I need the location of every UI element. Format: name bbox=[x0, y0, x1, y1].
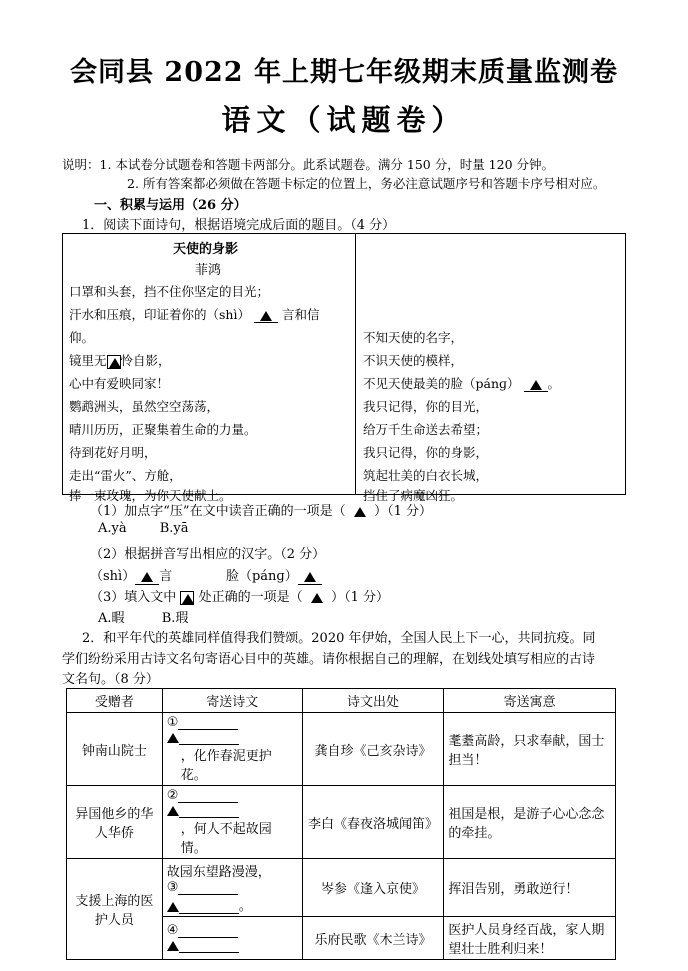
poem-cell: ② ，何人不起故园情。 bbox=[162, 786, 302, 859]
poem-right-line: 筑起壮美的白衣长城， bbox=[363, 468, 489, 483]
triangle-icon bbox=[167, 733, 179, 743]
question-2-line-3: 文名句。（8 分） bbox=[62, 672, 159, 687]
poem-left-line: 口罩和头套，挡不住你坚定的目光； bbox=[69, 284, 270, 299]
poem-title: 天使的身影 bbox=[173, 242, 239, 257]
triangle-icon bbox=[141, 572, 153, 582]
question-2-line-1: 2．和平年代的英雄同样值得我们赞颂。2020 年伊始，全国人民上下一心，共同抗疫。同 bbox=[82, 631, 596, 646]
subq-1: （1）加点字“压”在文中读音正确的一项是（ ）（1 分） bbox=[90, 504, 433, 519]
triangle-icon bbox=[530, 380, 542, 390]
poem-left-line: 心中有爱映同家！ bbox=[69, 376, 170, 391]
table-header: 寄送诗文 bbox=[162, 689, 302, 713]
table-row bbox=[67, 786, 616, 859]
recipient-cell: 支援上海的医护人员 bbox=[67, 859, 163, 960]
source-cell: 乐府民歌《木兰诗》 bbox=[302, 917, 444, 960]
table-row bbox=[67, 859, 616, 917]
blank-marker bbox=[254, 307, 278, 323]
poem-cell: ① ，化作春泥更护花。 bbox=[162, 713, 302, 786]
subq-3-options: A.暇 B.瑕 bbox=[98, 611, 189, 626]
poem-cell: ④ bbox=[162, 917, 302, 960]
triangle-icon bbox=[311, 593, 323, 603]
recipient-cell: 钟南山院士 bbox=[67, 713, 163, 786]
source-cell: 龚自珍《己亥杂诗》 bbox=[302, 713, 444, 786]
subq-3: （3）填入文中 处正确的一项是（ ）（1 分） bbox=[90, 590, 390, 605]
section-heading: 一、积累与运用（26 分） bbox=[94, 198, 247, 213]
poem-table bbox=[66, 688, 616, 960]
triangle-icon bbox=[167, 902, 179, 912]
poem-right-line: 不知天使的名字， bbox=[363, 330, 464, 345]
instruction-line-1: 说明：1. 本试卷分试题卷和答题卡两部分。此系试题卷。满分 150 分，时量 120 分钟。 bbox=[62, 157, 555, 172]
instruction-line-2: 2. 所有答案都必须做在答题卡标定的位置上，务必注意试题序号和答题卡序号相对应。 bbox=[127, 176, 606, 191]
poem-right-line: 挡住了病魔凶狂。 bbox=[363, 488, 464, 503]
poem-right-line: 给万千生命送去希望； bbox=[363, 422, 489, 437]
table-header-row bbox=[67, 689, 616, 713]
recipient-cell: 异国他乡的华人华侨 bbox=[67, 786, 163, 859]
poem-cell: 故园东望路漫漫， ③ 。 bbox=[162, 859, 302, 917]
poem-left-line: 走出“雷火”、方舱， bbox=[69, 468, 182, 483]
table-row bbox=[67, 713, 616, 786]
poem-right-line: 不见天使最美的脸（pánɡ） 。 bbox=[363, 376, 561, 391]
table-header: 受赠者 bbox=[67, 689, 163, 713]
triangle-icon bbox=[167, 806, 179, 816]
poem-box bbox=[62, 233, 626, 503]
meaning-cell: 医护人员身经百战，家人期望壮士胜利归来！ bbox=[444, 917, 616, 960]
exam-title: 会同县 2022 年上期七年级期末质量监测卷 bbox=[70, 57, 618, 88]
poem-left-line: 仰。 bbox=[69, 330, 95, 345]
boxed-triangle-icon bbox=[107, 355, 121, 369]
meaning-cell: 耄耋高龄，只求奉献，国士担当！ bbox=[444, 713, 616, 786]
triangle-icon bbox=[354, 507, 366, 517]
poem-author: 菲鸿 bbox=[195, 263, 222, 278]
table-header: 寄送寓意 bbox=[444, 689, 616, 713]
poem-left-line: 晴川历历，正聚集着生命的力量。 bbox=[69, 422, 257, 437]
question-2-line-2: 学们纷纷采用古诗文名句寄语心目中的英雄。请你根据自己的理解，在划线处填写相应的古诗 bbox=[62, 652, 596, 667]
exam-subtitle: 语文（试题卷） bbox=[221, 103, 467, 137]
subq-2-blanks: （shì） 言 脸（pánɡ） bbox=[90, 565, 322, 585]
meaning-cell: 挥泪告别，勇敢逆行！ bbox=[444, 859, 616, 917]
boxed-triangle-icon bbox=[180, 591, 194, 605]
subq-1-options: A.yà B.yā bbox=[98, 521, 189, 536]
subq-2: （2）根据拼音写出相应的汉字。（2 分） bbox=[90, 547, 326, 562]
poem-right-line: 我只记得，你的身影， bbox=[363, 445, 489, 460]
poem-left-line: 捧一束玫瑰，为你天使献上。 bbox=[69, 488, 232, 503]
source-cell: 李白《春夜洛城闻笛》 bbox=[302, 786, 444, 859]
triangle-icon bbox=[167, 941, 179, 951]
poem-divider bbox=[355, 234, 356, 494]
poem-left-line: 鹦鹉洲头，虽然空空荡荡， bbox=[69, 399, 220, 414]
question-1-prompt: 1．阅读下面诗句，根据语境完成后面的题目。（4 分） bbox=[82, 218, 396, 233]
poem-left-line: 汗水和压痕，印证着你的（shì） 言和信 bbox=[69, 307, 320, 322]
poem-left-line: 待到花好月明， bbox=[69, 445, 157, 460]
triangle-icon bbox=[304, 572, 316, 582]
poem-right-line: 不识天使的模样， bbox=[363, 353, 464, 368]
meaning-cell: 祖国是根，是游子心心念念的牵挂。 bbox=[444, 786, 616, 859]
source-cell: 岑参《逢入京使》 bbox=[302, 859, 444, 917]
poem-right-line: 我只记得，你的目光， bbox=[363, 399, 489, 414]
table-header: 诗文出处 bbox=[302, 689, 444, 713]
blank-marker bbox=[524, 376, 548, 392]
triangle-icon bbox=[260, 311, 272, 321]
poem-left-line: 镜里无 怜自影， bbox=[69, 353, 171, 368]
